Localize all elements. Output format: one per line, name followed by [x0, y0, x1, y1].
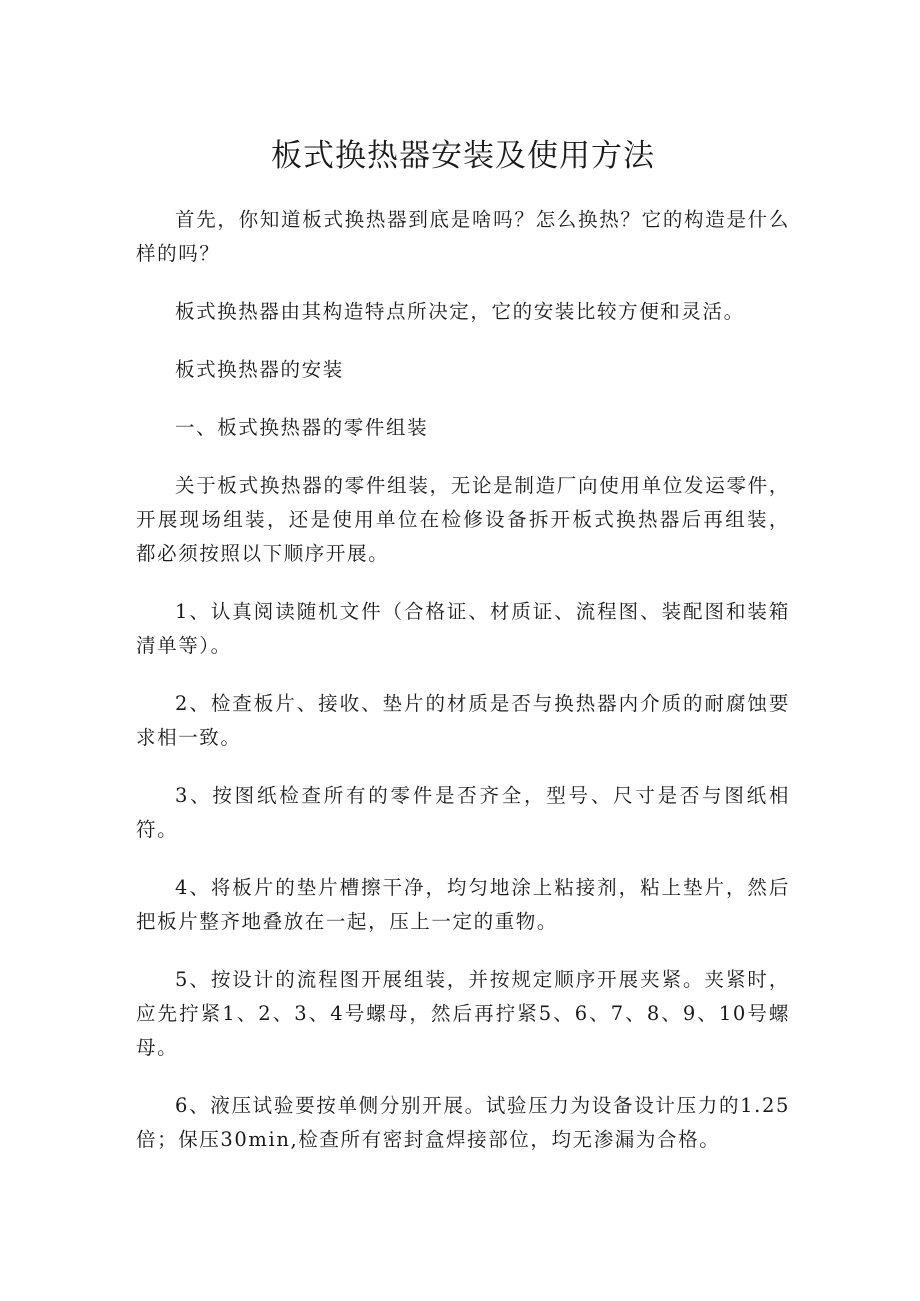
step-2: 2、检查板片、接收、垫片的材质是否与换热器内介质的耐腐蚀要求相一致。: [136, 692, 790, 749]
step-6: 6、液压试验要按单侧分别开展。试验压力为设备设计压力的1.25倍；保压30min,检查所有密封盒焊接部位，均无渗漏为合格。: [136, 1094, 790, 1151]
section-heading-installation: 板式换热器的安装: [175, 358, 344, 381]
paragraph-overview: 板式换热器由其构造特点所决定，它的安装比较方便和灵活。: [175, 300, 745, 323]
step-3: 3、按图纸检查所有的零件是否齐全，型号、尺寸是否与图纸相符。: [136, 784, 790, 841]
step-5: 5、按设计的流程图开展组装，并按规定顺序开展夹紧。夹紧时，应先拧紧1、2、3、4号螺母，然后再拧紧5、6、7、8、9、10号螺母。: [136, 968, 790, 1059]
step-4: 4、将板片的垫片槽擦干净，均匀地涂上粘接剂，粘上垫片，然后把板片整齐地叠放在一起，压上一定的重物。: [136, 876, 790, 933]
document-title: 板式换热器安装及使用方法: [271, 138, 655, 174]
paragraph-intro: 首先，你知道板式换热器到底是啥吗？怎么换热？它的构造是什么样的吗？: [136, 208, 790, 265]
paragraph-assembly-intro: 关于板式换热器的零件组装，无论是制造厂向使用单位发运零件，开展现场组装，还是使用单位在检修设备拆开板式换热器后再组装，都必须按照以下顺序开展。: [136, 474, 790, 565]
step-1: 1、认真阅读随机文件（合格证、材质证、流程图、装配图和装箱清单等）。: [136, 600, 790, 657]
subsection-heading-assembly: 一、板式换热器的零件组装: [175, 416, 429, 439]
